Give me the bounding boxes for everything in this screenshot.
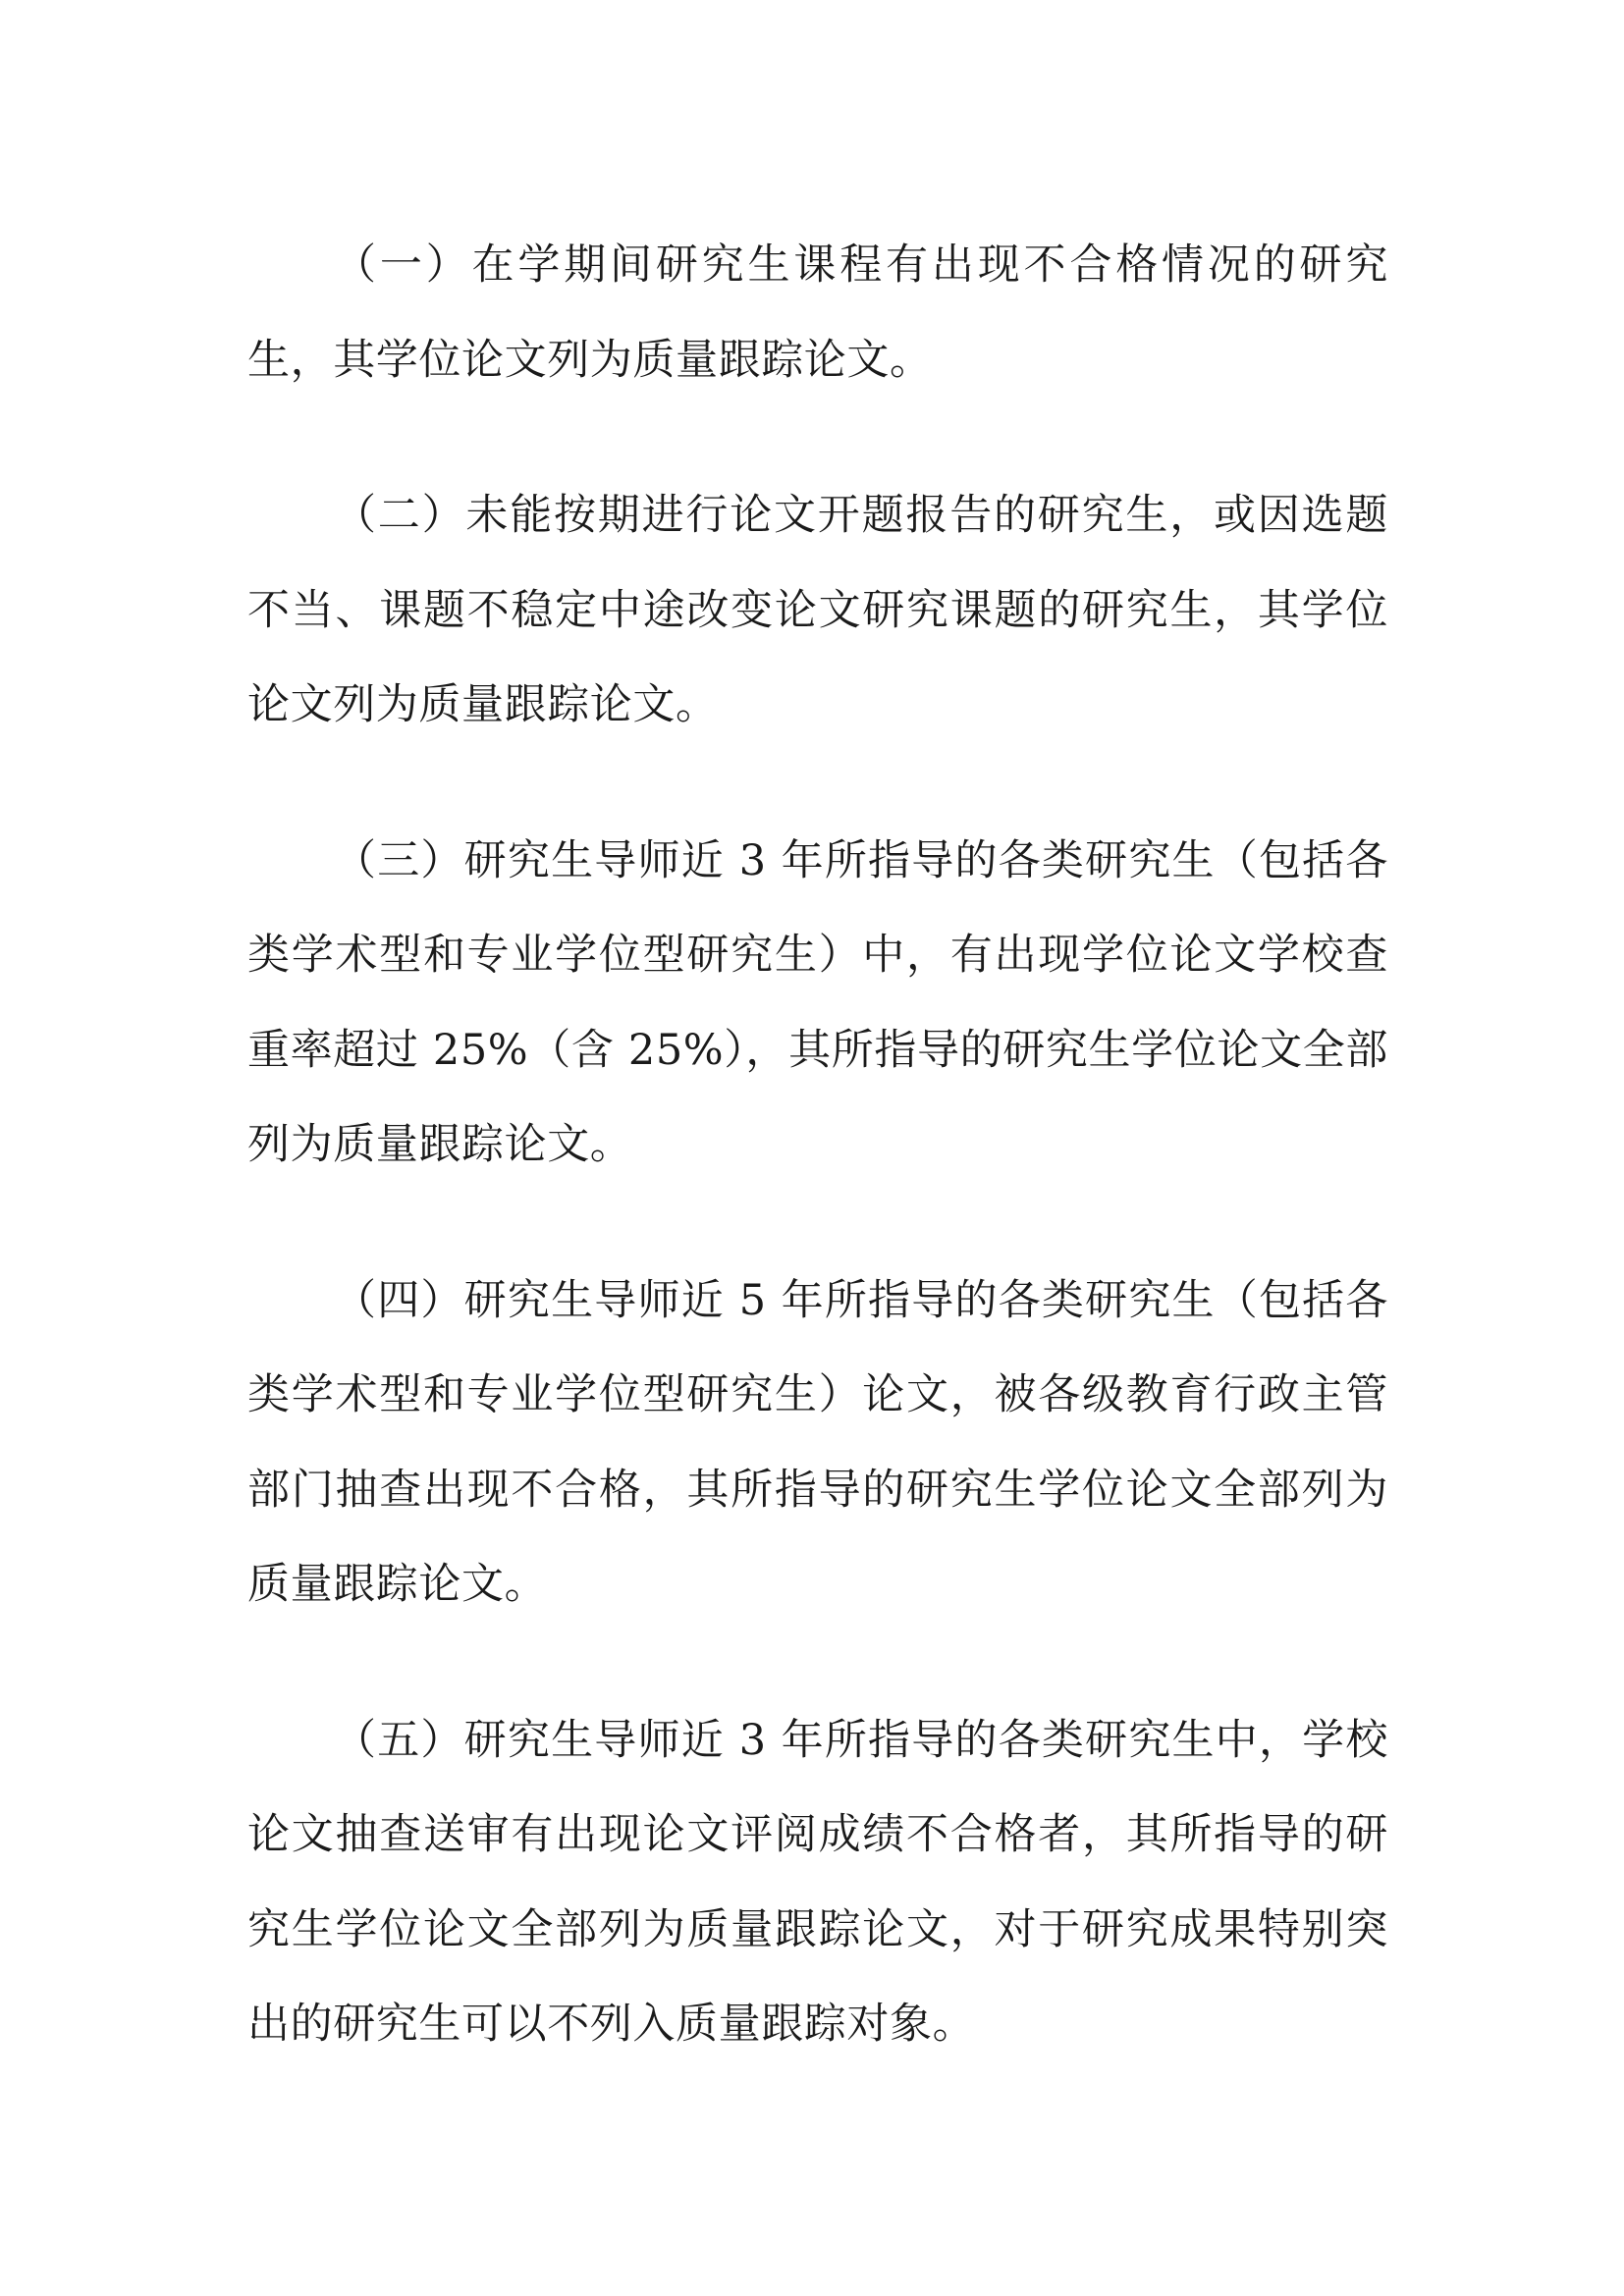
paragraph-item-1: （一）在学期间研究生课程有出现不合格情况的研究生，其学位论文列为质量跟踪论文。 [247,240,1388,385]
paragraph-item-3: （三）研究生导师近 3 年所指导的各类研究生（包括各类学术型和专业学位型研究生）中，有出现学位论文学校查重率超过 25%（含 25%），其所指导的研究生学位论文全部列为质量跟踪论文。 [247,835,1388,1169]
paragraph-item-5: （五）研究生导师近 3 年所指导的各类研究生中，学校论文抽查送审有出现论文评阅成绩不合格者，其所指导的研究生学位论文全部列为质量跟踪论文，对于研究成果特别突出的研究生可以不列入质量跟踪对象。 [247,1715,1388,2049]
document-body [247,218,1388,2133]
paragraph-item-2: （二）未能按期进行论文开题报告的研究生，或因选题不当、课题不稳定中途改变论文研究课题的研究生，其学位论文列为质量跟踪论文。 [247,491,1388,729]
paragraph-item-4: （四）研究生导师近 5 年所指导的各类研究生（包括各类学术型和专业学位型研究生）论文，被各级教育行政主管部门抽查出现不合格，其所指导的研究生学位论文全部列为质量跟踪论文。 [247,1275,1388,1609]
